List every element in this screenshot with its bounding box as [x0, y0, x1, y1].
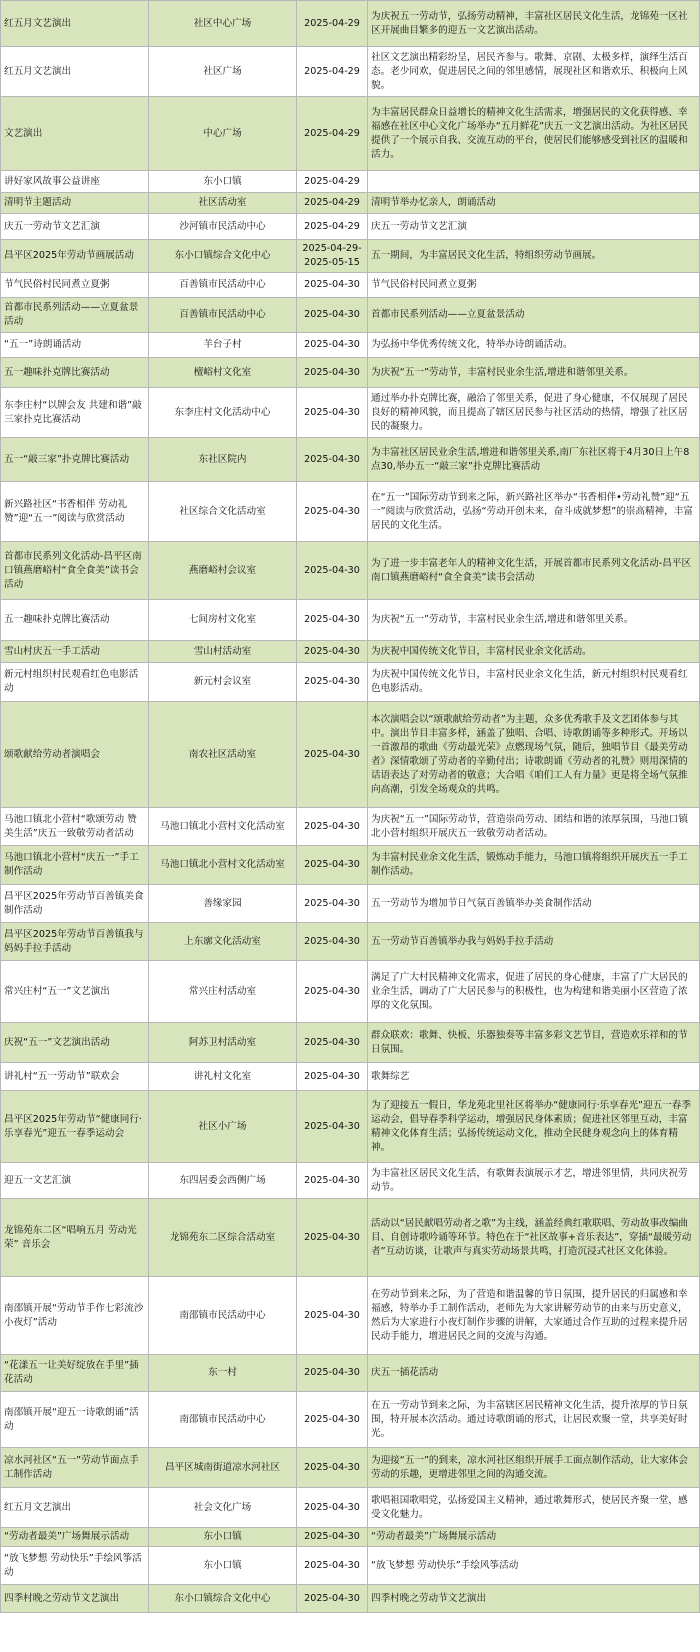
event-date-cell: 2025-04-30 — [297, 1448, 368, 1488]
event-title-cell: 颂歌献给劳动者演唱会 — [1, 702, 149, 808]
event-title-cell: 五一趣味扑克牌比赛活动 — [1, 600, 149, 641]
event-date-cell: 2025-04-30 — [297, 388, 368, 438]
event-date-cell: 2025-04-30 — [297, 641, 368, 663]
table-row — [1, 273, 700, 298]
event-description-cell: 为庆祝“五一”劳动节，丰富村民业余生活,增进和谐邻里关系。 — [368, 600, 700, 641]
event-title-cell: 五一“敲三家”扑克牌比赛活动 — [1, 438, 149, 482]
table-row — [1, 702, 700, 808]
event-location-cell: 讲礼村文化室 — [149, 1063, 297, 1091]
event-description-cell: 活动以“居民献唱劳动者之歌”为主线，涵盖经典红歌联唱、劳动故事改编曲目、自创诗歌吟诵等环节。特色在于“社区故事+音乐表达”，穿插“最暖劳动者”互动访谈，让歌声与真实劳动场景共鸣，打造沉浸式社区文化体验。 — [368, 1199, 700, 1277]
table-row — [1, 1199, 700, 1277]
event-location-cell: 南邵镇市民活动中心 — [149, 1392, 297, 1448]
event-date-cell: 2025-04-30 — [297, 923, 368, 961]
event-description-cell: 歌唱祖国歌唱党，弘扬爱国主义精神，通过歌舞形式，使居民齐聚一堂，感受文化魅力。 — [368, 1488, 700, 1528]
event-location-cell: 社区广场 — [149, 47, 297, 97]
event-title-cell: 首都市民系列文化活动-昌平区南口镇燕磨峪村“食全食美”读书会活动 — [1, 542, 149, 600]
table-row — [1, 808, 700, 846]
event-title-cell: “放飞梦想 劳动快乐”手绘风筝活动 — [1, 1547, 149, 1585]
event-location-cell: 百善镇市民活动中心 — [149, 298, 297, 333]
event-title-cell: 红五月文艺演出 — [1, 1, 149, 47]
event-location-cell: 新元村会议室 — [149, 663, 297, 702]
event-location-cell: 马池口镇北小营村文化活动室 — [149, 846, 297, 885]
event-date-cell: 2025-04-30 — [297, 885, 368, 923]
event-location-cell: 马池口镇北小营村文化活动室 — [149, 808, 297, 846]
event-title-cell: 昌平区2025年劳动节百善镇美食制作活动 — [1, 885, 149, 923]
table-row — [1, 663, 700, 702]
event-location-cell: 龙锦苑东二区综合活动室 — [149, 1199, 297, 1277]
event-location-cell: 东社区院内 — [149, 438, 297, 482]
event-date-cell: 2025-04-30 — [297, 482, 368, 542]
event-location-cell: 东四居委会西侧广场 — [149, 1163, 297, 1199]
table-row — [1, 1448, 700, 1488]
table-row — [1, 333, 700, 358]
table-row — [1, 298, 700, 333]
event-location-cell: 社区综合文化活动室 — [149, 482, 297, 542]
event-description-cell: 为庆祝中国传统文化节日，丰富村民业余文化活动。 — [368, 641, 700, 663]
table-row — [1, 1355, 700, 1392]
event-title-cell: 东李庄村“以牌会友 共建和谐”敲三家扑克比赛活动 — [1, 388, 149, 438]
event-date-cell: 2025-04-30 — [297, 846, 368, 885]
event-location-cell: 常兴庄村活动室 — [149, 961, 297, 1023]
event-description-cell: 五一劳动节百善镇举办我与妈妈手拉手活动 — [368, 923, 700, 961]
event-date-cell: 2025-04-30 — [297, 1163, 368, 1199]
table-row — [1, 542, 700, 600]
event-title-cell: 四季村晚之劳动节文艺演出 — [1, 1585, 149, 1613]
event-description-cell: 为庆祝五一劳动节，弘扬劳动精神，丰富社区居民文化生活，龙锦苑一区社区开展曲目繁多的迎五一文艺演出活动。 — [368, 1, 700, 47]
event-title-cell: 文艺演出 — [1, 97, 149, 171]
event-title-cell: 首都市民系列活动——立夏盆景活动 — [1, 298, 149, 333]
event-location-cell: 东一村 — [149, 1355, 297, 1392]
event-date-cell: 2025-04-30 — [297, 1585, 368, 1613]
event-title-cell: 雪山村庆五一手工活动 — [1, 641, 149, 663]
event-title-cell: “花漾五一让美好绽放在手里”插花活动 — [1, 1355, 149, 1392]
event-title-cell: 新兴路社区“书香相伴 劳动礼赞”迎“五一”阅读与欣赏活动 — [1, 482, 149, 542]
event-title-cell: 新元村组织村民观看红色电影活动 — [1, 663, 149, 702]
event-location-cell: 七间房村文化室 — [149, 600, 297, 641]
table-row — [1, 846, 700, 885]
event-location-cell: 南邵镇市民活动中心 — [149, 1277, 297, 1355]
event-date-cell: 2025-04-29 — [297, 47, 368, 97]
event-title-cell: 昌平区2025年劳动节画展活动 — [1, 240, 149, 273]
event-title-cell: 昌平区2025年劳动节百善镇我与妈妈手拉手活动 — [1, 923, 149, 961]
event-date-cell: 2025-04-30 — [297, 961, 368, 1023]
event-location-cell: 雪山村活动室 — [149, 641, 297, 663]
event-location-cell: 百善镇市民活动中心 — [149, 273, 297, 298]
event-date-cell: 2025-04-29 — [297, 214, 368, 240]
table-row — [1, 641, 700, 663]
event-description-cell: 在劳动节到来之际，为了营造和谐温馨的节日氛围，提升居民的归属感和幸福感，特举办手工制作活动，老师先为大家讲解劳动节的由来与历史意义，然后为大家进行小夜灯制作步骤的讲解，大家通过合作互助的过程来提升居民动手能力，增进居民之间的交流与沟通。 — [368, 1277, 700, 1355]
table-row — [1, 1277, 700, 1355]
event-date-cell: 2025-04-30 — [297, 438, 368, 482]
event-date-cell: 2025-04-30 — [297, 1392, 368, 1448]
event-date-cell: 2025-04-29 — [297, 97, 368, 171]
table-row — [1, 214, 700, 240]
event-description-cell: 五一期间，为丰富居民文化生活，特组织劳动节画展。 — [368, 240, 700, 273]
event-date-cell: 2025-04-30 — [297, 542, 368, 600]
table-row — [1, 388, 700, 438]
event-description-cell: 歌舞综艺 — [368, 1063, 700, 1091]
event-description-cell: 通过举办扑克牌比赛，融洽了邻里关系，促进了身心健康，不仅展现了居民良好的精神风貌，而且提高了辖区居民参与社区活动的热情，增强了社区居民的凝聚力。 — [368, 388, 700, 438]
table-row — [1, 1488, 700, 1528]
event-date-cell: 2025-04-29 — [297, 1, 368, 47]
event-date-cell: 2025-04-30 — [297, 1547, 368, 1585]
event-location-cell: 善缘家园 — [149, 885, 297, 923]
event-location-cell: 昌平区城南街道凉水河社区 — [149, 1448, 297, 1488]
event-date-cell: 2025-04-30 — [297, 1199, 368, 1277]
event-title-cell: “五一”诗朗诵活动 — [1, 333, 149, 358]
event-location-cell: 东李庄村文化活动中心 — [149, 388, 297, 438]
event-description-cell: 为丰富社区居民文化生活，有歌舞表演展示才艺，增进邻里情，共同庆祝劳动节。 — [368, 1163, 700, 1199]
event-date-cell: 2025-04-30 — [297, 273, 368, 298]
event-location-cell: 东小口镇 — [149, 171, 297, 193]
table-row — [1, 1091, 700, 1163]
event-description-cell: 社区文艺演出精彩纷呈，居民齐参与。歌舞、京剧、太极多样，演绎生活百态。老少同欢，促进居民之间的邻里感情，展现社区和谐欢乐、积极向上风貌。 — [368, 47, 700, 97]
event-date-cell: 2025-04-30 — [297, 702, 368, 808]
event-description-cell: 为丰富社区居民业余生活,增进和谐邻里关系,南厂东社区将于4月30日上午8点30,举办五一“敲三家”扑克牌比赛活动 — [368, 438, 700, 482]
event-date-cell: 2025-04-30 — [297, 358, 368, 388]
event-title-cell: 马池口镇北小营村“歌颂劳动 赞美生活”庆五一致敬劳动者活动 — [1, 808, 149, 846]
event-description-cell: 为迎接“五一”的到来，凉水河社区组织开展手工面点制作活动，让大家体会劳动的乐趣，更增进邻里之间的沟通交流。 — [368, 1448, 700, 1488]
event-description-cell: 为了迎接五一假日，华龙苑北里社区将举办“健康同行·乐享春光”迎五一春季运动会，倡导春季科学运动，增强居民身体素质；促进社区邻里互动，丰富精神文化体育生活；弘扬传统运动文化，推动全民健身观念向上的体育精神。 — [368, 1091, 700, 1163]
event-date-cell: 2025-04-30 — [297, 1488, 368, 1528]
table-row — [1, 193, 700, 214]
event-title-cell: 马池口镇北小营村“庆五一”手工制作活动 — [1, 846, 149, 885]
event-date-cell: 2025-04-30 — [297, 1528, 368, 1547]
event-date-cell: 2025-04-30 — [297, 1277, 368, 1355]
event-location-cell: 社区小广场 — [149, 1091, 297, 1163]
event-description-cell: “放飞梦想 劳动快乐”手绘风筝活动 — [368, 1547, 700, 1585]
event-title-cell: 昌平区2025年劳动节“健康同行·乐享春光”迎五一春季运动会 — [1, 1091, 149, 1163]
event-title-cell: 南邵镇开展“劳动节手作七彩流沙小夜灯”活动 — [1, 1277, 149, 1355]
event-location-cell: 中心广场 — [149, 97, 297, 171]
event-title-cell: 凉水河社区“五一”劳动节面点手工制作活动 — [1, 1448, 149, 1488]
event-description-cell: “劳动者最美”广场舞展示活动 — [368, 1528, 700, 1547]
event-location-cell: 社区活动室 — [149, 193, 297, 214]
event-location-cell: 东小口镇 — [149, 1528, 297, 1547]
event-description-cell: 为庆祝“五一”劳动节，丰富村民业余生活,增进和谐邻里关系。 — [368, 358, 700, 388]
event-date-cell: 2025-04-30 — [297, 1063, 368, 1091]
event-title-cell: 五一趣味扑克牌比赛活动 — [1, 358, 149, 388]
event-location-cell: 上东廓文化活动室 — [149, 923, 297, 961]
table-row — [1, 1163, 700, 1199]
event-location-cell: 檀峪村文化室 — [149, 358, 297, 388]
event-title-cell: 红五月文艺演出 — [1, 1488, 149, 1528]
event-date-cell: 2025-04-30 — [297, 333, 368, 358]
event-title-cell: “劳动者最美”广场舞展示活动 — [1, 1528, 149, 1547]
event-title-cell: 庆祝“五一”文艺演出活动 — [1, 1023, 149, 1063]
table-row — [1, 438, 700, 482]
event-date-cell: 2025-04-30 — [297, 663, 368, 702]
events-table-body — [1, 1, 700, 1613]
event-description-cell: 为了进一步丰富老年人的精神文化生活，开展首都市民系列文化活动-昌平区南口镇燕磨峪村“食全食美”读书会活动 — [368, 542, 700, 600]
event-title-cell: 讲好家风故事公益讲座 — [1, 171, 149, 193]
table-row — [1, 885, 700, 923]
event-description-cell: 为庆祝中国传统文化节日，丰富村民业余文化生活，新元村组织村民观看红色电影活动。 — [368, 663, 700, 702]
event-date-cell: 2025-04-29- 2025-05-15 — [297, 240, 368, 273]
event-date-cell: 2025-04-30 — [297, 1355, 368, 1392]
table-row — [1, 1392, 700, 1448]
event-description-cell: 五一劳动节为增加节日气氛百善镇举办美食制作活动 — [368, 885, 700, 923]
event-description-cell: 庆五一劳动节文艺汇演 — [368, 214, 700, 240]
event-description-cell: 为丰富村民业余文化生活，锻炼动手能力，马池口镇将组织开展庆五一手工制作活动。 — [368, 846, 700, 885]
event-description-cell: 在五一劳动节到来之际，为丰富辖区居民精神文化生活，提升浓厚的节日氛围，特开展本次活动。通过诗歌朗诵的形式，让居民欢聚一堂，共享美好时光。 — [368, 1392, 700, 1448]
event-title-cell: 讲礼村“五一劳动节”联欢会 — [1, 1063, 149, 1091]
table-row — [1, 482, 700, 542]
table-row — [1, 923, 700, 961]
event-description-cell: 清明节举办忆亲人，朗诵活动 — [368, 193, 700, 214]
event-title-cell: 常兴庄村“五一”文艺演出 — [1, 961, 149, 1023]
event-location-cell: 东小口镇 — [149, 1547, 297, 1585]
table-row — [1, 47, 700, 97]
table-row — [1, 1, 700, 47]
event-description-cell: 庆五一插花活动 — [368, 1355, 700, 1392]
event-description-cell: 在“五一”国际劳动节到来之际，新兴路社区举办“书香相伴•劳动礼赞”迎“五一”阅读与欣赏活动，弘扬“劳动开创未来，奋斗成就梦想”的崇高精神，丰富居民的文化生活。 — [368, 482, 700, 542]
event-title-cell: 节气民俗村民同煮立夏粥 — [1, 273, 149, 298]
event-title-cell: 南邵镇开展“迎五一诗歌朗诵”活动 — [1, 1392, 149, 1448]
table-row — [1, 240, 700, 273]
event-description-cell: 满足了广大村民精神文化需求，促进了居民的身心健康，丰富了广大居民的业余生活，调动了广大居民参与的积极性，也为构建和谐美丽小区营造了浓厚的文化氛围。 — [368, 961, 700, 1023]
table-row — [1, 961, 700, 1023]
event-date-cell: 2025-04-30 — [297, 1091, 368, 1163]
table-row — [1, 1547, 700, 1585]
event-date-cell: 2025-04-30 — [297, 1023, 368, 1063]
event-date-cell: 2025-04-29 — [297, 193, 368, 214]
event-description-cell — [368, 171, 700, 193]
table-row — [1, 358, 700, 388]
event-date-cell: 2025-04-30 — [297, 298, 368, 333]
table-row — [1, 1528, 700, 1547]
event-location-cell: 燕磨峪村会议室 — [149, 542, 297, 600]
event-location-cell: 社会文化广场 — [149, 1488, 297, 1528]
event-description-cell: 为弘扬中华优秀传统文化，特举办诗朗诵活动。 — [368, 333, 700, 358]
table-row — [1, 97, 700, 171]
event-title-cell: 红五月文艺演出 — [1, 47, 149, 97]
event-description-cell: 节气民俗村民同煮立夏粥 — [368, 273, 700, 298]
table-row — [1, 1063, 700, 1091]
table-row — [1, 171, 700, 193]
table-row — [1, 1585, 700, 1613]
event-date-cell: 2025-04-30 — [297, 808, 368, 846]
event-title-cell: 清明节主题活动 — [1, 193, 149, 214]
event-description-cell: 为丰富居民群众日益增长的精神文化生活需求，增强居民的文化获得感、幸福感在社区中心文化广场举办“五月鲜花”庆五一文艺演出活动。为社区居民提供了一个展示自我、交流互动的平台，使居民们能够感受到社区的温暖和活力。 — [368, 97, 700, 171]
event-description-cell: 为庆祝“五一”国际劳动节，营造崇尚劳动、团结和谐的浓厚氛围，马池口镇北小营村组织开展庆五一致敬劳动者活动。 — [368, 808, 700, 846]
table-row — [1, 1023, 700, 1063]
event-title-cell: 龙锦苑东二区“唱响五月 劳动光荣” 音乐会 — [1, 1199, 149, 1277]
event-location-cell: 南农社区活动室 — [149, 702, 297, 808]
event-location-cell: 社区中心广场 — [149, 1, 297, 47]
event-location-cell: 阿苏卫村活动室 — [149, 1023, 297, 1063]
event-description-cell: 四季村晚之劳动节文艺演出 — [368, 1585, 700, 1613]
event-title-cell: 迎五一文艺汇演 — [1, 1163, 149, 1199]
event-date-cell: 2025-04-29 — [297, 171, 368, 193]
event-location-cell: 东小口镇综合文化中心 — [149, 1585, 297, 1613]
event-location-cell: 沙河镇市民活动中心 — [149, 214, 297, 240]
table-row — [1, 600, 700, 641]
event-title-cell: 庆五一劳动节文艺汇演 — [1, 214, 149, 240]
event-location-cell: 东小口镇综合文化中心 — [149, 240, 297, 273]
event-description-cell: 首都市民系列活动——立夏盆景活动 — [368, 298, 700, 333]
event-date-cell: 2025-04-30 — [297, 600, 368, 641]
event-location-cell: 羊台子村 — [149, 333, 297, 358]
event-description-cell: 群众联欢：歌舞、快板、乐器独奏等丰富多彩文艺节目，营造欢乐祥和的节日氛围。 — [368, 1023, 700, 1063]
event-description-cell: 本次演唱会以“颂歌献给劳动者”为主题，众多优秀歌手及文艺团体参与其中。演出节目丰富多样，涵盖了独唱、合唱、诗歌朗诵等多种形式。开场以一首激昂的歌曲《劳动最光荣》点燃现场气氛，随后，独唱节目《最美劳动者》深情歌颂了劳动者的辛勤付出；诗歌朗诵《劳动者的礼赞》则用深情的话语表达了对劳动者的敬意；大合唱《咱们工人有力量》更是将全场气氛推向高潮，引发全场观众的共鸣。 — [368, 702, 700, 808]
